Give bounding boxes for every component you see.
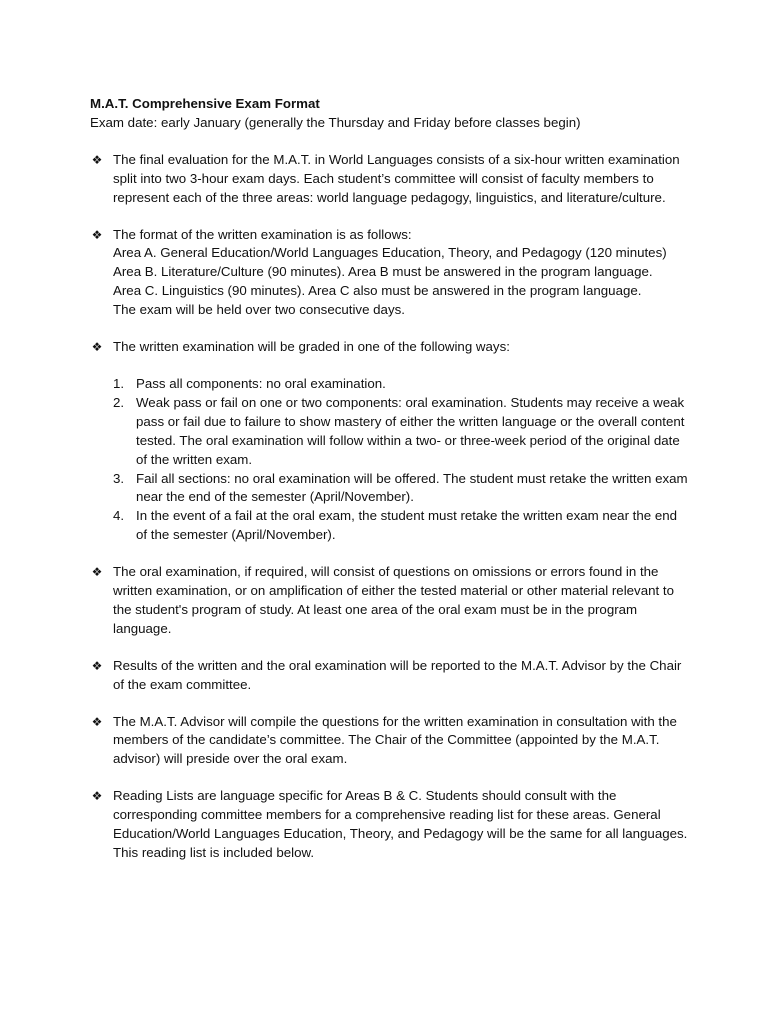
format-area-c: Area C. Linguistics (90 minutes). Area C also must be answered in the program language.	[113, 283, 642, 299]
document-title: M.A.T. Comprehensive Exam Format	[90, 96, 320, 111]
list-item	[113, 507, 690, 545]
bullet-reading-lists	[90, 787, 690, 863]
bullet-text: The M.A.T. Advisor will compile the questions for the written examination in consultation with the members of the candidate’s committee. The Chair of the Committee (appointed by the M.A.T. advisor) will preside over the oral exam.	[113, 713, 677, 767]
format-area-a: Area A. General Education/World Languages Education, Theory, and Pedagogy (120 minutes)	[113, 245, 667, 261]
list-item-number: 4.	[113, 508, 125, 524]
diamond-bullet-icon: ❖	[91, 340, 103, 355]
list-item-number: 3.	[113, 470, 125, 486]
bullet-advisor	[90, 713, 690, 770]
document-page	[90, 95, 690, 881]
bullet-oral-exam	[90, 563, 690, 639]
list-item-text: In the event of a fail at the oral exam, the student must retake the written exam near the end of the semester (April/November).	[136, 508, 678, 543]
list-item	[113, 375, 690, 394]
bullet-final-evaluation	[90, 151, 690, 208]
format-intro: The format of the written examination is as follows:	[113, 226, 412, 242]
bullet-text: The written examination will be graded in one of the following ways:	[113, 339, 510, 355]
bullet-text: The final evaluation for the M.A.T. in World Languages consists of a six-hour written examination split into two 3-hour exam days. Each student’s committee will consist of faculty members to represent each of the three areas: world language pedagogy, linguistics, and literature/culture.	[113, 151, 680, 205]
diamond-bullet-icon: ❖	[91, 714, 103, 729]
bullet-text: Reading Lists are language specific for Areas B & C. Students should consult with the corresponding committee members for a comprehensive reading list for these areas. General Education/World Languages Education, Theory, and Pedagogy will be the same for all languages. This reading list is included below.	[113, 788, 688, 860]
diamond-bullet-icon: ❖	[91, 789, 103, 804]
list-item-number: 1.	[113, 375, 125, 391]
list-item	[113, 470, 690, 508]
list-item	[113, 394, 690, 470]
grading-list	[113, 375, 690, 545]
diamond-bullet-icon: ❖	[91, 565, 103, 580]
diamond-bullet-icon: ❖	[91, 152, 103, 167]
list-item-text: Fail all sections: no oral examination will be offered. The student must retake the written exam near the end of the semester (April/November).	[136, 470, 688, 505]
bullet-text: The oral examination, if required, will consist of questions on omissions or errors found in the written examination, or on amplification of either the tested material or other material relevant to the student's program of study. At least one area of the oral exam must be in the program language.	[113, 564, 674, 636]
bullet-results	[90, 657, 690, 695]
exam-date-line: Exam date: early January (generally the Thursday and Friday before classes begin)	[90, 114, 581, 130]
bullet-exam-format	[90, 226, 690, 321]
diamond-bullet-icon: ❖	[91, 658, 103, 673]
list-item-text: Weak pass or fail on one or two components: oral examination. Students may receive a weak pass or fail due to failure to show mastery of either the written language or the overall content tested. The oral examination will follow within a two- or three-week period of the original date of the written exam.	[136, 394, 685, 467]
list-item-number: 2.	[113, 394, 125, 410]
diamond-bullet-icon: ❖	[91, 227, 103, 242]
format-days: The exam will be held over two consecutive days.	[113, 302, 405, 318]
list-item-text: Pass all components: no oral examination.	[136, 375, 386, 391]
bullet-grading	[90, 338, 690, 357]
bullet-text: Results of the written and the oral examination will be reported to the M.A.T. Advisor by the Chair of the exam committee.	[113, 657, 682, 692]
format-area-b: Area B. Literature/Culture (90 minutes). Area B must be answered in the program language.	[113, 264, 653, 280]
